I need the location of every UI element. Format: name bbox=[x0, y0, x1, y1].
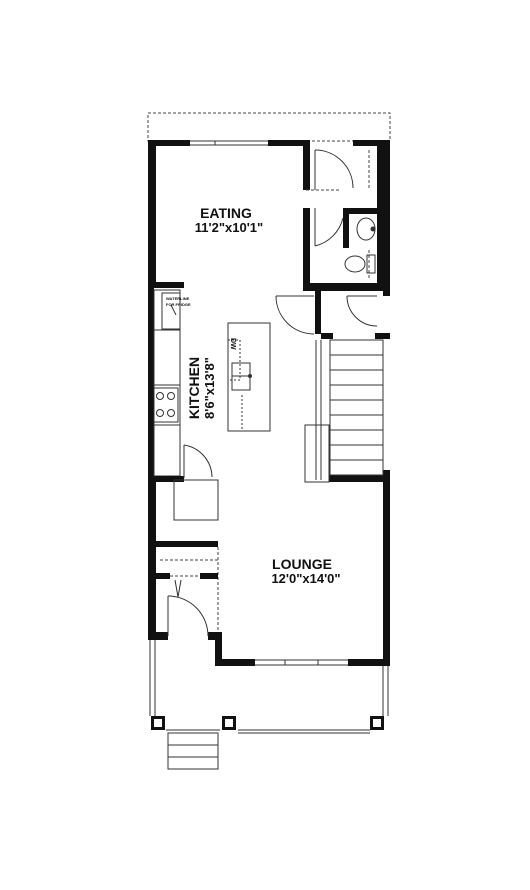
top-window bbox=[190, 141, 268, 145]
entry-door bbox=[168, 580, 208, 636]
lounge-room-name: LOUNGE bbox=[272, 556, 332, 572]
stove-icon bbox=[154, 388, 178, 422]
porch-posts bbox=[151, 716, 384, 730]
bottom-window bbox=[255, 660, 348, 665]
pantry-door bbox=[174, 445, 218, 520]
toilet-icon bbox=[345, 255, 375, 273]
kitchen-room-size: 8'6"x13'8" bbox=[202, 357, 217, 419]
porch-steps bbox=[168, 733, 218, 769]
kitchen-room-name: KITCHEN bbox=[186, 356, 202, 420]
hall-doors bbox=[276, 296, 377, 334]
rear-deck bbox=[148, 113, 390, 141]
bath-sink-icon bbox=[357, 218, 375, 240]
exterior-walls bbox=[148, 140, 390, 666]
stair-walls bbox=[315, 290, 390, 482]
fridge-note-line1: WATERLINE bbox=[166, 296, 190, 301]
dishwasher-label: DW bbox=[229, 338, 236, 350]
front-porch bbox=[150, 640, 388, 733]
staircase bbox=[305, 340, 383, 482]
entry-closet bbox=[160, 547, 218, 632]
eating-room-size: 11'2"x10'1" bbox=[194, 220, 264, 235]
lounge-room-size: 12'0"x14'0" bbox=[271, 571, 341, 586]
fridge-note-line2: FOR FRIDGE bbox=[166, 302, 191, 307]
eating-room-name: EATING bbox=[200, 205, 252, 221]
